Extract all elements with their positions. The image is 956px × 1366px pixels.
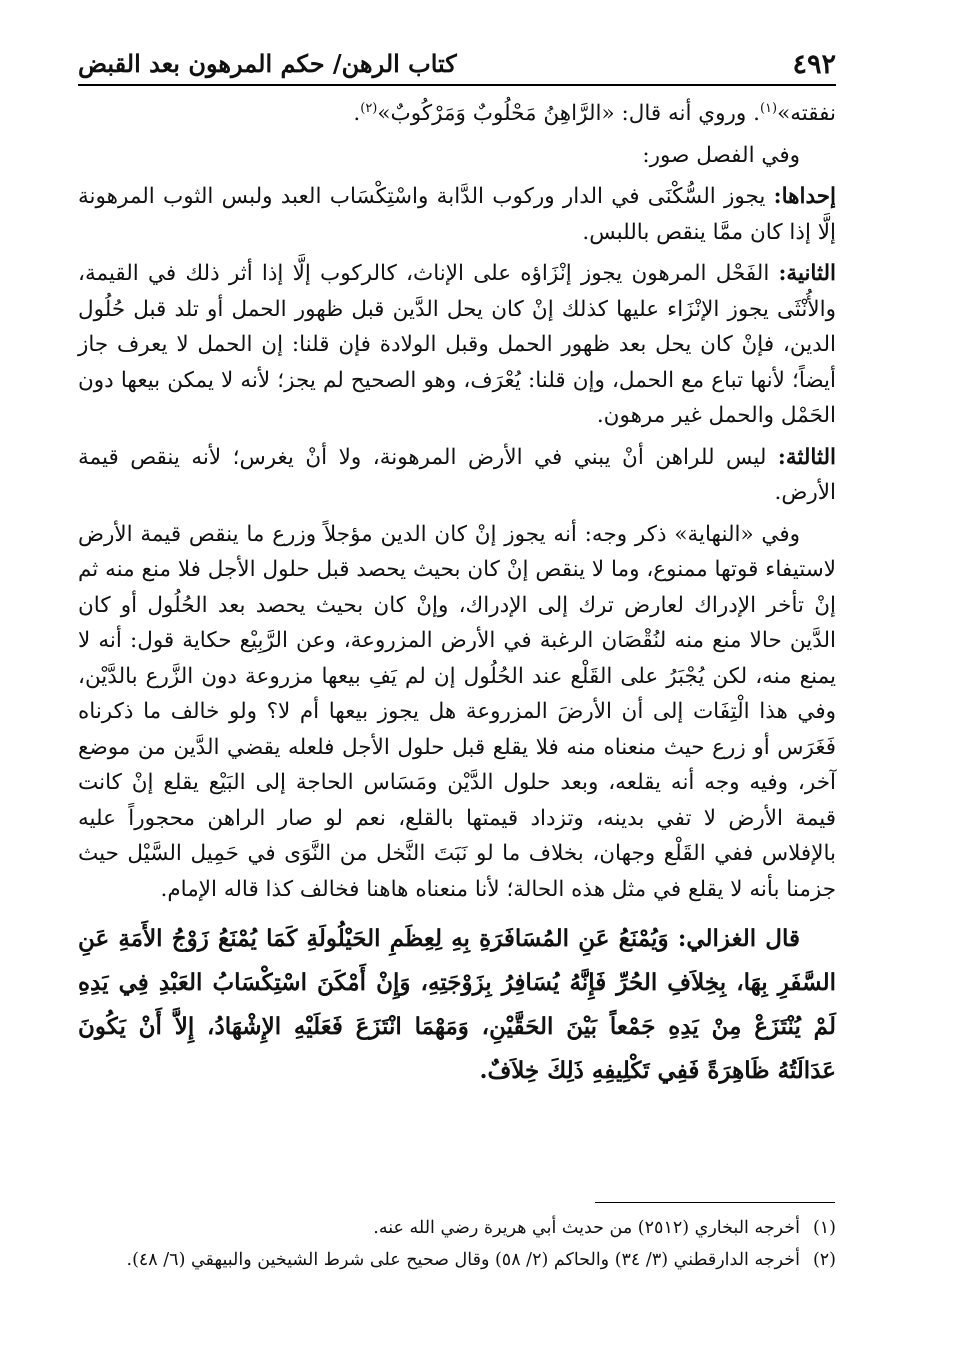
continuation-text-c: . xyxy=(353,101,361,126)
case-1-paragraph xyxy=(78,179,836,250)
running-title: كتاب الرهن/ حكم المرهون بعد القبض xyxy=(78,49,457,78)
main-text xyxy=(78,96,836,1099)
case-2-paragraph xyxy=(78,256,836,434)
case-2-text: الفَحْل المرهون يجوز إنْزَاؤه على الإناث، كالركوب إلَّا إذا أثر ذلك في القيمة، والأُنْثَى يجوز الإنْزَاء عليها كذلك إنْ كان يحل الدَّين قبل ظهور الحمل أو تلد قبل حُلُول الدين، فإنْ كان يحل بعد ظهور الحمل وقبل الولادة فإن قلنا: إن الحمل لا يعرف جاز أيضاً؛ لأنها تباع مع الحمل، وإن قلنا: يُعْرَف، وهو الصحيح لم يجز؛ لأنه لا يمكن بيعها دون الحَمْل والحمل غير مرهون. xyxy=(78,261,836,428)
case-2-lead: الثانية: xyxy=(778,261,836,286)
footnote-1 xyxy=(78,1212,836,1244)
continuation-text-b: . وروي أنه قال: «الرَّاهِنُ مَحْلُوبٌ وَمَرْكُوبٌ» xyxy=(377,101,760,126)
footnote-ref-1: (١) xyxy=(759,100,778,116)
footnote-2 xyxy=(78,1244,836,1276)
page-number: ٤٩٢ xyxy=(792,49,836,80)
footnote-ref-2: (٢) xyxy=(360,100,378,116)
case-1-text: يجوز السُّكْنَى في الدار وركوب الدَّابة واسْتِكْسَاب العبد ولبس الثوب المرهونة إلَّا إذا كان ممَّا ينقص باللبس. xyxy=(78,184,836,245)
footnote-1-text: أخرجه البخاري (٢٥١٢) من حديث أبي هريرة رضي الله عنه. xyxy=(373,1218,800,1238)
case-3-text: ليس للراهن أنْ يبني في الأرض المرهونة، ولا أنْ يغرس؛ لأنه ينقص قيمة الأرض. xyxy=(78,444,836,505)
case-3-lead: الثالثة: xyxy=(777,444,836,470)
footnotes xyxy=(78,1212,836,1276)
nihaya-paragraph: وفي «النهاية» ذكر وجه: أنه يجوز إنْ كان الدين مؤجلاً وزرع ما ينقص قيمة الأرض لاستيفاء قوتها ممنوع، وما لا ينقص إنْ كان بحيث يحصد قبل حلول الأجل فلا منع منه ثم إنْ تأخر الإدراك لعارض ترك إلى الإدراك، وإنْ كان بحيث يحصد بعد الحُلُول أو كان الدَّين حالا منع منه لنُقْصَان الرغبة في الأرض المزروعة، وعن الرَّبِيْع حكاية قول: أنه لا يمنع منه، لكن يُجْبَرُ على القَلْع عند الحُلُول إن لم يَفِ بيعها مزروعة دون الزَّرع بالدَّيْن، وفي هذا الْتِفَات إلى أن الأرضَ المزروعة هل يجوز بيعها أم لا؟ ولو خالف ما ذكرناه فَغَرَس أو زرع حيث منعناه منه فلا يقلع قبل حلول الأجل فلعله يقضي الدَّين من موضع آخر، وفيه وجه أنه يقلعه، وبعد حلول الدَّيْن ومَسَاس الحاجة إلى البَيْع يقلع إنْ كانت قيمة الأرض لا تفي بدينه، وتزداد قيمتها بالقلع، نعم لو صار الراهن محجوراً عليه بالإفلاس ففي القَلْع وجهان، بخلاف ما لو نَبَتَ النَّخل من النَّوَى في حَمِيل السَّيْل حيث جزمنا بأنه لا يقلع في مثل هذه الحالة؛ لأنا منعناه هاهنا فخالف كذا قاله الإمام. xyxy=(78,521,836,902)
continuation-text-a: نفقته» xyxy=(777,101,836,126)
section-intro: وفي الفصل صور: xyxy=(642,142,800,168)
ghazali-quote: قال الغزالي: وَيُمْنَعُ عَنِ المُسَافَرَةِ بِهِ لِعِظَمِ الحَيْلُولَةِ كَمَا يُمْنَعُ زَوْجُ الأَمَةِ عَنِ السَّفَرِ بِهَا، بِخِلاَفِ الحُرِّ فَإِنَّهُ يُسَافِرُ بِزَوْجَتِهِ، وَإِنْ أَمْكَنَ اسْتِكْسَابُ العَبْدِ فِي يَدِهِ لَمْ يُنْتَزَعْ مِنْ يَدِهِ جَمْعاً بَيْنَ الحَقَّيْنِ، وَمَهْمَا انْتَزَعَ فَعَلَيْهِ الإِشْهَادُ، إِلاَّ أَنْ يَكُونَ عَدَالَتُهُ ظَاهِرَةً فَفِي تَكْلِيفِهِ ذَلِكَ خِلاَفٌ. xyxy=(78,925,836,1084)
footnote-2-text: أخرجه الدارقطني (٣/ ٣٤) والحاكم (٢/ ٥٨) وقال صحيح على شرط الشيخين والبيهقي (٦/ ٤٨). xyxy=(126,1250,800,1270)
footnote-separator xyxy=(595,1202,835,1203)
page-header xyxy=(78,36,836,86)
continuation-paragraph xyxy=(78,96,836,132)
case-1-lead: إحداها: xyxy=(773,184,836,209)
case-3-paragraph xyxy=(78,440,836,511)
footnote-1-mark: (١) xyxy=(812,1218,836,1238)
footnote-2-mark: (٢) xyxy=(812,1250,836,1270)
